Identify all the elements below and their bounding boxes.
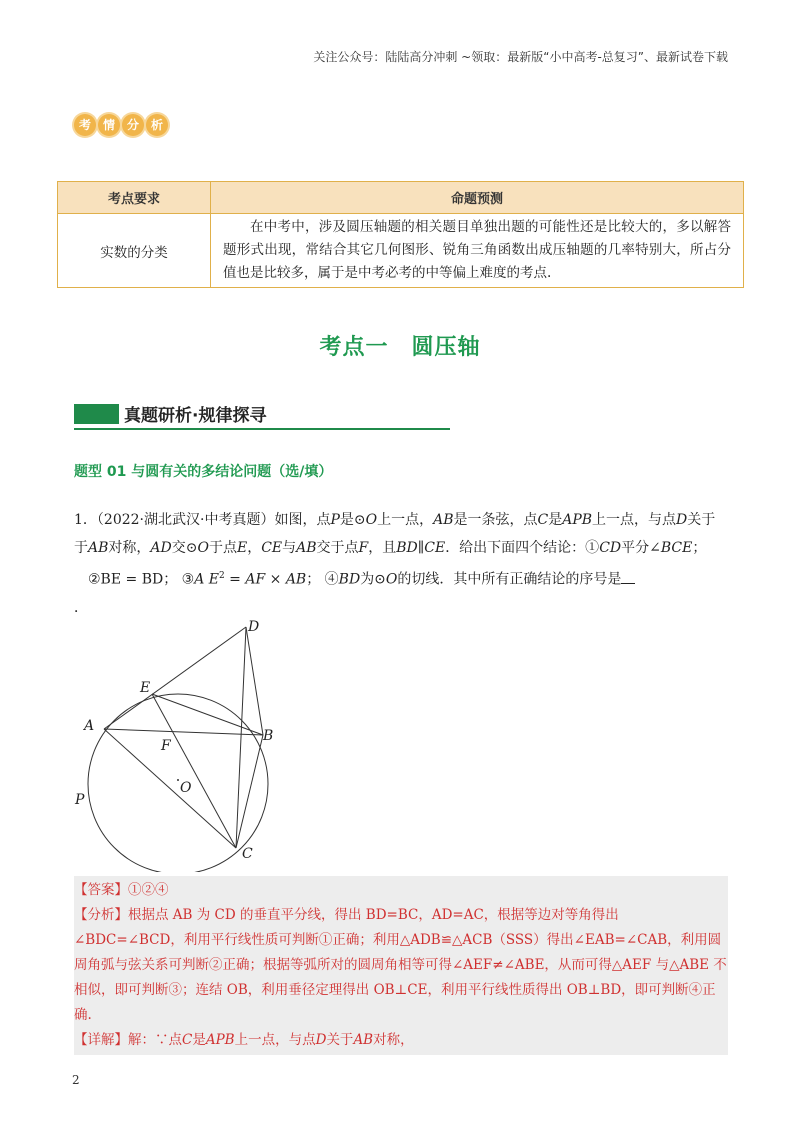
section-title: 考点一 圆压轴 [319, 335, 481, 360]
question-text: 1．（2022·湖北武汉·中考真题）如图，点P是⊙O上一点，AB是一条弦，点C是APB上一点，与点D关于 于AB对称，AD交⊙O于点E，CE与AB交于点F，且BD∥CE．给出下面四个结论：①CD平分∠BCE； ②BE = BD； ③A $E^2$ = AF × AB； ④BD为⊙O的切线．其中所有正确结论的序号是 ． [74, 512, 716, 616]
answer-line: 【答案】①②④ [74, 882, 169, 898]
detail-text: 【详解】解：∵点C是APB上一点，与点D关于AB对称， [74, 1032, 414, 1048]
badge-char: 分 [122, 114, 144, 136]
table-cell-prediction: 在中考中，涉及圆压轴题的相关题目单独出题的可能性还是比较大的，多以解答题形式出现，常结合其它几何图形、锐角三角函数出成压轴题的几率特别大，所占分值也是比较多，属于是中考必考的中等偏上难度的考点. [211, 214, 744, 288]
segment-bd [246, 627, 263, 735]
question-type: 题型 01 与圆有关的多结论问题（选/填） [74, 464, 333, 480]
segment-ab [104, 729, 263, 735]
subsection-underline [74, 428, 450, 430]
subsection-title: 真题研析·规律探寻 [124, 406, 267, 426]
label-o: O [180, 780, 192, 796]
label-d: D [248, 619, 260, 635]
label-c: C [242, 846, 253, 862]
segment-cd [236, 627, 246, 848]
table-header: 考点要求 [58, 182, 211, 214]
subsection-bar [74, 404, 119, 424]
label-e: E [140, 680, 151, 696]
answer-block [74, 876, 728, 1055]
analysis-table [57, 181, 744, 288]
label-f: F [161, 738, 171, 754]
segment-ec [152, 694, 236, 848]
analysis-text: 【分析】根据点 AB 为 CD 的垂直平分线，得出 BD=BC，AD=AC，根据等边对等角得出∠BDC=∠BCD，利用平行线性质可判断①正确；利用△ADB≌△ACB（SSS）得出∠EAB=∠CAB，利用圆周角弧与弦关系可判断②正确；根据等弧所对的圆周角相等可得∠AEF≠∠ABE，从而可得△AEF 与△ABE 不相似，即可判断③；连结 OB，利用垂径定理得出 OB⊥CE，利用平行线性质得出 OB⊥BD，即可判断④正确. [74, 907, 727, 1023]
page-header: 关注公众号：陆陆高分冲刺 ~领取：最新版“小中高考-总复习”、最新试卷下载 [313, 50, 728, 64]
table-header: 命题预测 [211, 182, 744, 214]
arc-apb: APB [562, 512, 593, 528]
label-a: A [84, 718, 95, 734]
section-badge [74, 114, 168, 136]
badge-char: 考 [74, 114, 96, 136]
badge-char: 析 [146, 114, 168, 136]
label-p: P [75, 792, 85, 808]
table-cell-requirement: 实数的分类 [58, 214, 211, 288]
segment-eb [152, 694, 263, 735]
geometry-figure [70, 612, 290, 872]
answer-blank [621, 569, 635, 584]
table-row [58, 214, 744, 288]
badge-char: 情 [98, 114, 120, 136]
label-b: B [263, 728, 274, 744]
segment-ad [104, 627, 246, 729]
page-number: 2 [72, 1073, 80, 1087]
